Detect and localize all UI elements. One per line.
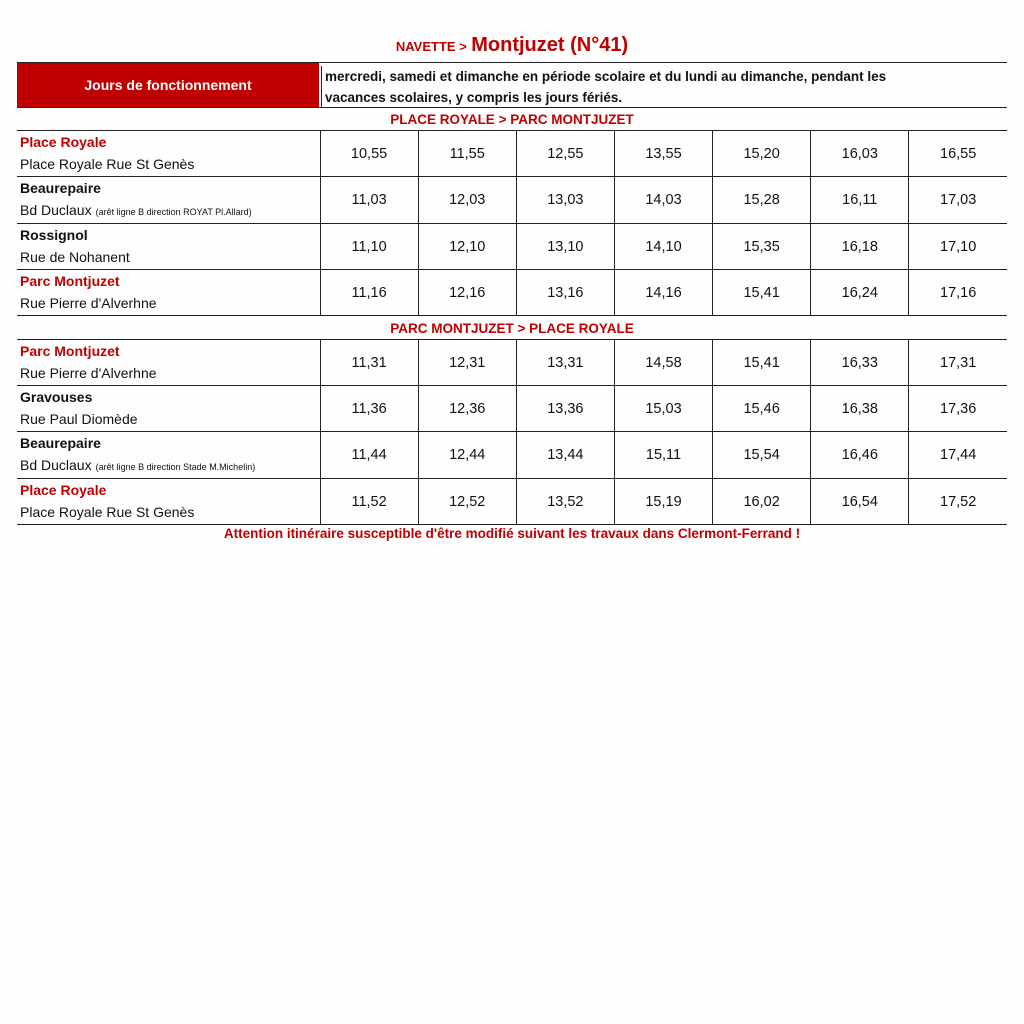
departure-time: 12,36 <box>418 386 516 432</box>
departure-time: 12,10 <box>418 224 516 270</box>
stop-cell <box>17 340 320 386</box>
departure-time: 16,24 <box>811 270 909 316</box>
departure-time: 16,55 <box>909 131 1007 177</box>
footer-warning: Attention itinéraire susceptible d'être modifié suivant les travaux dans Clermont-Ferrand ! <box>223 526 801 541</box>
departure-time: 15,41 <box>713 340 811 386</box>
stop-street: Rue Paul Diomède <box>20 411 138 427</box>
departure-time: 11,10 <box>320 224 418 270</box>
departure-time: 17,03 <box>909 177 1007 224</box>
stop-note: (arêt ligne B direction Stade M.Michelin) <box>95 462 256 472</box>
stop-cell <box>17 224 320 270</box>
stop-street: Place Royale Rue St Genès <box>20 504 195 520</box>
stop-address <box>20 246 320 269</box>
departure-time: 14,16 <box>614 270 712 316</box>
timetable-outbound <box>17 130 1007 316</box>
departure-time: 17,10 <box>909 224 1007 270</box>
stop-name: Place Royale <box>20 134 107 150</box>
departure-time: 13,31 <box>516 340 614 386</box>
departure-time: 11,16 <box>320 270 418 316</box>
operating-days-line-1: mercredi, samedi et dimanche en période scolaire et du lundi au dimanche, pendant les <box>325 69 887 84</box>
departure-time: 13,03 <box>516 177 614 224</box>
departure-time: 11,03 <box>320 177 418 224</box>
title-prefix: NAVETTE > <box>395 39 467 54</box>
operating-days-row <box>17 62 1007 108</box>
stop-cell <box>17 386 320 432</box>
table-row <box>17 340 1007 386</box>
departure-time: 14,10 <box>614 224 712 270</box>
departure-time: 11,31 <box>320 340 418 386</box>
departure-time: 16,02 <box>713 479 811 525</box>
timetable-return <box>17 339 1007 525</box>
table-row <box>17 131 1007 177</box>
departure-time: 11,36 <box>320 386 418 432</box>
stop-cell <box>17 432 320 479</box>
departure-time: 16,38 <box>811 386 909 432</box>
departure-time: 13,55 <box>614 131 712 177</box>
departure-time: 15,54 <box>713 432 811 479</box>
departure-time: 10,55 <box>320 131 418 177</box>
departure-time: 16,18 <box>811 224 909 270</box>
stop-address <box>20 362 320 385</box>
stop-cell <box>17 177 320 224</box>
stop-name: Beaurepaire <box>20 435 101 451</box>
departure-time: 15,03 <box>614 386 712 432</box>
table-row <box>17 177 1007 224</box>
departure-time: 15,46 <box>713 386 811 432</box>
departure-time: 15,28 <box>713 177 811 224</box>
title-name: Montjuzet (N°41) <box>471 34 629 56</box>
departure-time: 13,44 <box>516 432 614 479</box>
departure-time: 16,03 <box>811 131 909 177</box>
departure-time: 15,41 <box>713 270 811 316</box>
departure-time: 12,03 <box>418 177 516 224</box>
stop-name: Beaurepaire <box>20 180 101 196</box>
stop-address <box>20 292 320 315</box>
departure-time: 17,16 <box>909 270 1007 316</box>
departure-time: 13,16 <box>516 270 614 316</box>
departure-time: 12,44 <box>418 432 516 479</box>
departure-time: 12,55 <box>516 131 614 177</box>
departure-time: 17,52 <box>909 479 1007 525</box>
stop-name: Parc Montjuzet <box>20 273 120 289</box>
stop-address <box>20 501 320 524</box>
table-row <box>17 224 1007 270</box>
departure-time: 15,19 <box>614 479 712 525</box>
table-row <box>17 270 1007 316</box>
departure-time: 13,52 <box>516 479 614 525</box>
departure-time: 12,16 <box>418 270 516 316</box>
departure-time: 11,52 <box>320 479 418 525</box>
stop-street: Bd Duclaux <box>20 202 92 218</box>
departure-time: 14,58 <box>614 340 712 386</box>
departure-time: 13,36 <box>516 386 614 432</box>
stop-cell <box>17 479 320 525</box>
section-heading-outbound: PLACE ROYALE > PARC MONTJUZET <box>390 112 634 127</box>
departure-time: 12,52 <box>418 479 516 525</box>
section-heading-return: PARC MONTJUZET > PLACE ROYALE <box>390 321 634 336</box>
departure-time: 11,44 <box>320 432 418 479</box>
departure-time: 14,03 <box>614 177 712 224</box>
operating-days-label: Jours de fonctionnement <box>17 63 319 107</box>
operating-days-text <box>321 66 999 108</box>
stop-address <box>20 454 320 478</box>
departure-time: 16,46 <box>811 432 909 479</box>
stop-street: Rue Pierre d'Alverhne <box>20 365 157 381</box>
stop-name: Place Royale <box>20 482 107 498</box>
departure-time: 17,36 <box>909 386 1007 432</box>
departure-time: 15,35 <box>713 224 811 270</box>
departure-time: 17,44 <box>909 432 1007 479</box>
stop-cell <box>17 131 320 177</box>
stop-address <box>20 199 320 223</box>
stop-address <box>20 153 320 176</box>
stop-street: Rue de Nohanent <box>20 249 130 265</box>
departure-time: 17,31 <box>909 340 1007 386</box>
departure-time: 15,11 <box>614 432 712 479</box>
table-row <box>17 479 1007 525</box>
stop-street: Place Royale Rue St Genès <box>20 156 195 172</box>
stop-cell <box>17 270 320 316</box>
stop-street: Bd Duclaux <box>20 457 92 473</box>
departure-time: 16,54 <box>811 479 909 525</box>
stop-name: Parc Montjuzet <box>20 343 120 359</box>
stop-address <box>20 408 320 431</box>
stop-name: Gravouses <box>20 389 93 405</box>
table-row <box>17 432 1007 479</box>
departure-time: 16,33 <box>811 340 909 386</box>
stop-street: Rue Pierre d'Alverhne <box>20 295 157 311</box>
departure-time: 12,31 <box>418 340 516 386</box>
departure-time: 13,10 <box>516 224 614 270</box>
page-title <box>17 34 1007 57</box>
stop-note: (arêt ligne B direction ROYAT Pl.Allard) <box>95 207 252 217</box>
departure-time: 11,55 <box>418 131 516 177</box>
stop-name: Rossignol <box>20 227 88 243</box>
operating-days-line-2: vacances scolaires, y compris les jours fériés. <box>325 90 623 105</box>
departure-time: 16,11 <box>811 177 909 224</box>
table-row <box>17 386 1007 432</box>
departure-time: 15,20 <box>713 131 811 177</box>
